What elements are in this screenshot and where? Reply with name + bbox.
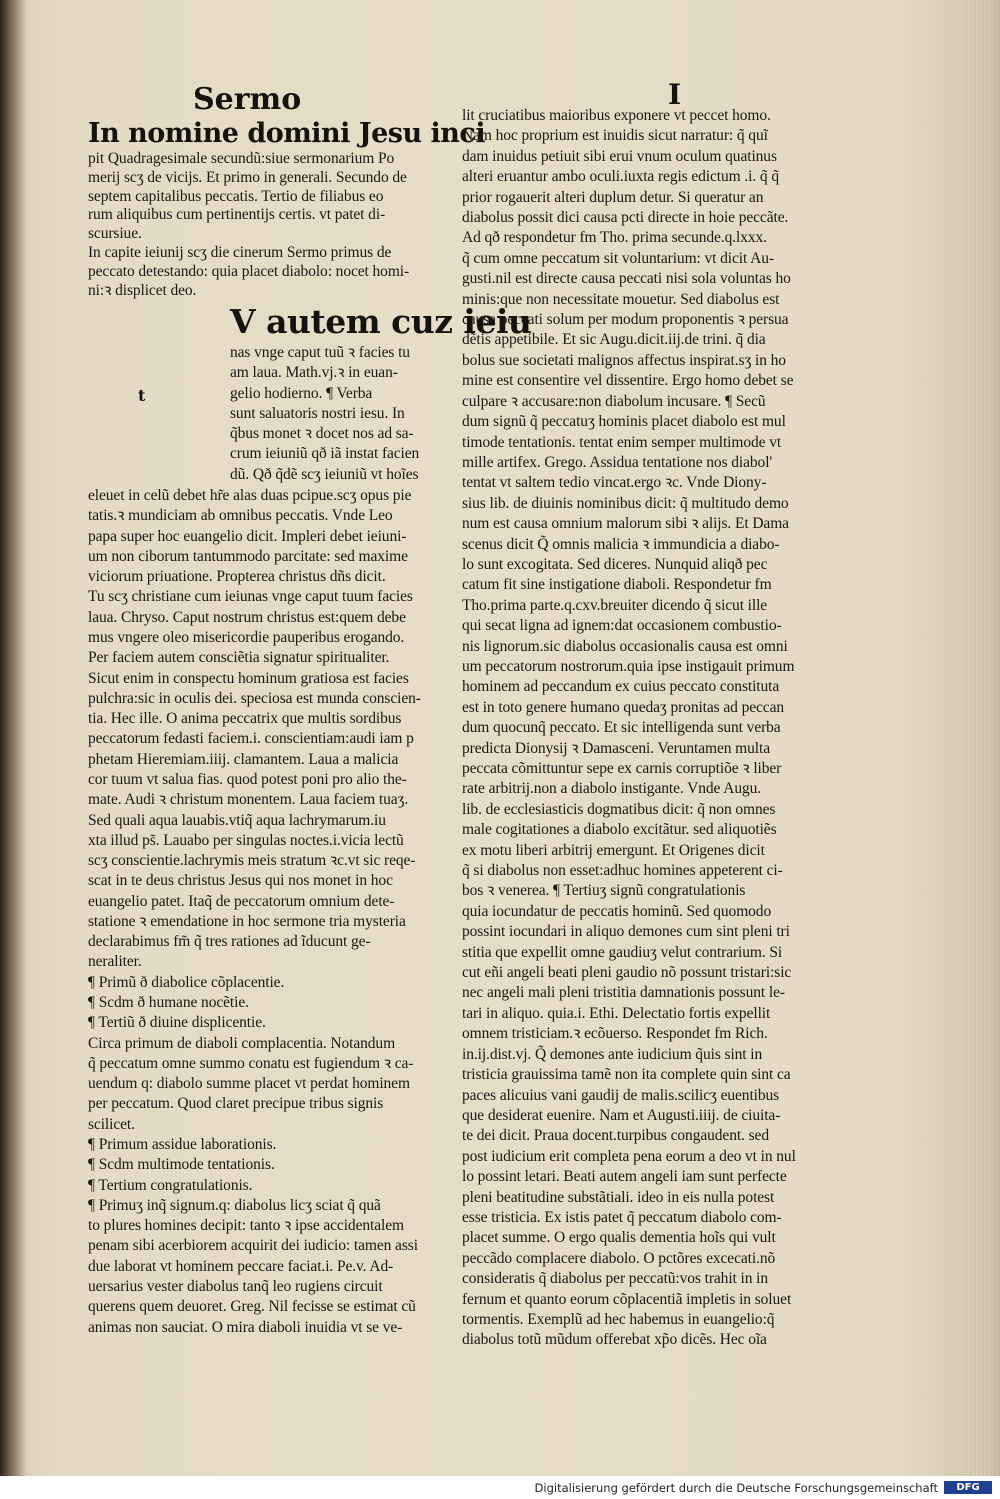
- text-line: predicta Dionysij ꝛ Damasceni. Veruntamen multa: [462, 739, 770, 757]
- text-line: timode tentationis. tentat enim semper multimode vt: [462, 433, 782, 451]
- text-line: rum aliquibus cum pertinentijs certis. vt patet di-: [88, 206, 386, 224]
- text-line: um non ciborum tantummodo parcitate: sed maxime: [88, 547, 408, 565]
- text-line: querens quem deuoret. Greg. Nil fecisse se estimat cũ: [88, 1298, 416, 1316]
- text-line: placet summe. O ergo qualis dementia hoĩs qui vult: [462, 1229, 776, 1247]
- text-line: sunt saluatoris nostri iesu. In: [230, 404, 405, 422]
- text-line: um peccatorum nostrorum.quia ipse instigauit primum: [462, 657, 795, 675]
- text-line: tari in aliquo. quia.i. Ethi. Delectatio fortis expellit: [462, 1004, 771, 1022]
- right-column-body: [462, 106, 826, 1351]
- text-line: peccãdo complacere diabolo. O pctõres excecati.nõ: [462, 1249, 776, 1267]
- text-line: Sicut enim in conspectu hominum gratiosa est facies: [88, 669, 409, 687]
- text-line: uendum q: diabolo summe placet vt perdat hominem: [88, 1075, 410, 1093]
- text-line: Sed quali aqua lauabis.vtiq̃ aqua lachrymarum.iu: [88, 811, 386, 829]
- text-line: scʒ conscientie.lachrymis meis stratum ꝛc.vt sic reqe-: [88, 852, 416, 870]
- text-line: bolus sue societati malignos affectus inspirat.sʒ in ho: [462, 351, 786, 369]
- text-line: xta illud ps̃. Lauabo per singulas noctes.i.vicia lectũ: [88, 831, 404, 849]
- text-line: pleni beatitudine substãtiali. ideo in eis nulla potest: [462, 1188, 775, 1206]
- text-line: diabolus possit dici causa pcti directe in hoie peccãte.: [462, 209, 789, 227]
- opening-words: V autem cuz ieiu: [230, 302, 532, 341]
- margin-letter: t: [138, 386, 146, 405]
- text-line: ¶ Tertiũ ð diuine displicentie.: [88, 1014, 266, 1032]
- text-line: gusti.nil est directe causa peccati nisi sola voluntas ho: [462, 270, 791, 288]
- text-line: peccatorum fedasti faciem.i. conscientiam:audi iam p: [88, 730, 414, 748]
- text-line: lit cruciatibus maioribus exponere vt peccet homo.: [462, 107, 771, 124]
- text-line: ¶ Tertium congratulationis.: [88, 1176, 253, 1194]
- text-line: laua. Chryso. Caput nostrum christus est:quem debe: [88, 608, 406, 626]
- text-line: tentat vt saltem tedio vincat.ergo ꝛc. Vnde Diony-: [462, 474, 767, 492]
- dfg-logo: DFG: [944, 1481, 992, 1494]
- text-line: est in toto genere humano quedaʒ pronitas ad peccan: [462, 698, 784, 716]
- text-line: to plures homines decipit: tanto ꝛ ipse accidentalem: [88, 1217, 404, 1235]
- text-line: mus vngere oleo misericordie pauperibus erogando.: [88, 628, 405, 646]
- left-column-intro: [88, 150, 450, 300]
- text-line: ¶ Primũ ð diabolice cõplacentie.: [88, 973, 285, 991]
- text-line: rate arbitrij.non a diabolo instigante. Vnde Augu.: [462, 780, 762, 798]
- text-line: mate. Audi ꝛ christum monentem. Laua faciem tuaʒ.: [88, 791, 409, 809]
- text-line: dum signũ q̃ peccatuʒ hominis placet diabolo est mul: [462, 413, 786, 431]
- text-line: ¶ Primum assidue laborationis.: [88, 1136, 277, 1153]
- text-line: omnem tristiciam.ꝛ ecõuerso. Respondet fm Rich.: [462, 1025, 768, 1043]
- text-line: ex motu liberi arbitrij emergunt. Et Origenes dicit: [462, 841, 765, 859]
- text-line: ¶ Scdm ð humane nocẽtie.: [88, 994, 249, 1012]
- text-line: sius lib. de diuinis nominibus dicit: q̃ multitudo demo: [462, 494, 789, 512]
- text-line: dẽtis appetibile. Et sic Augu.dicit.iij.de trini. q̃ dia: [462, 331, 766, 349]
- text-line: septem capitalibus peccatis. Tertio de filiabus eo: [88, 187, 384, 205]
- text-line: pit Quadragesimale secundũ:siue sermonarium Po: [88, 150, 395, 167]
- text-line: causa peccati solum per modum proponentis ꝛ persua: [462, 311, 789, 329]
- text-line: Ad qð respondetur fm Tho. prima secunde.q.lxxx.: [462, 229, 767, 247]
- text-line: In capite ieiunij scʒ die cinerum Sermo primus de: [88, 243, 392, 261]
- page-stack-edge: [965, 0, 1000, 1476]
- text-line: penam sibi acerbiorem acquirit dei iudicio: tamen assi: [88, 1237, 418, 1255]
- text-line: viciorum priuatione. Propterea christus dñs dicit.: [88, 568, 386, 586]
- text-line: culpare ꝛ accusare:non diabolum incusare. ¶ Secũ: [462, 392, 766, 410]
- text-line: stitia que expellit omne gaudiuʒ velut contrarium. Si: [462, 943, 783, 961]
- text-line: merij scʒ de vicijs. Et primo in generali. Secundo de: [88, 168, 407, 186]
- text-line: te dei dicit. Praua docent.turpibus congaudent. sed: [462, 1127, 769, 1145]
- text-line: tia. Hec ille. O anima peccatrix que multis sordibus: [88, 710, 402, 728]
- text-line: possint iocundari in aliquo demones cum sint pleni tri: [462, 923, 790, 941]
- text-line: gelio hodierno. ¶ Verba: [230, 384, 373, 402]
- text-line: paces alicuius vani gaudij de malis.scilicʒ euentibus: [462, 1086, 780, 1104]
- text-line: eleuet in celũ debet hr̃e alas duas pcipue.scʒ opus pie: [88, 487, 412, 504]
- text-line: prior rogauerit alteri duplum detur. Si queratur an: [462, 188, 764, 206]
- text-line: nis lignorum.sic diabolus occasionalis causa est omni: [462, 637, 788, 655]
- text-line: qui secat ligna ad ignem:dat occasionem combustio-: [462, 617, 782, 635]
- text-line: bos ꝛ venerea. ¶ Tertiuʒ signũ congratulationis: [462, 882, 746, 900]
- text-line: cut eñi angeli beati pleni gaudio nõ possunt tristari:sic: [462, 964, 792, 982]
- text-line: due laborat vt hominem peccare faciat.i. Pe.v. Ad-: [88, 1257, 394, 1275]
- text-line: quia iocundatur de peccatis hominũ. Sed quomodo: [462, 902, 772, 920]
- text-line: peccata cõmittuntur sepe ex carnis corruptiõe ꝛ liber: [462, 760, 782, 777]
- text-line: crum ieiuniũ qð iã instat facien: [230, 445, 420, 463]
- text-line: catum fit sine instigatione diaboli. Respondetur fm: [462, 576, 772, 594]
- text-line: Circa primum de diaboli complacentia. Notandum: [88, 1034, 396, 1052]
- text-line: neraliter.: [88, 953, 142, 971]
- text-line: per peccatum. Quod claret precipue tribus signis: [88, 1095, 384, 1113]
- text-line: animas non sauciat. O mira diaboli inuidia vt se ve-: [88, 1318, 403, 1336]
- text-line: ¶ Scdm multimode tentationis.: [88, 1156, 275, 1174]
- text-line: hominem ad peccandum ex cuius peccato constituta: [462, 678, 780, 696]
- text-line: dum quocunq̃ peccato. Et sic intelligenda sunt verba: [462, 719, 781, 737]
- text-line: dam inuidus petiuit sibi erui vnum oculum quatinus: [462, 147, 777, 165]
- text-line: uersarius vester diabolus tanq̃ leo rugiens circuit: [88, 1277, 383, 1295]
- text-line: Per faciem autem consciẽtia signatur spiritualiter.: [88, 649, 390, 667]
- text-line: que desiderat euenire. Nam et Augusti.iiij. de ciuita-: [462, 1106, 781, 1124]
- text-line: cor tuum vt salua fias. quod potest poni pro alio the-: [88, 770, 407, 788]
- text-line: ni:ꝛ displicet deo.: [88, 281, 197, 299]
- text-line: peccato detestando: quia placet diabolo: nocet homi-: [88, 262, 410, 280]
- text-line: phetam Hieremiam.iiij. clamantem. Laua a malicia: [88, 750, 399, 768]
- text-line: Tho.prima parte.q.cxv.breuiter dicendo q̃ sicut ille: [462, 596, 768, 614]
- text-line: in.ij.dist.vj. Q̃ demones ante iudicium q̃uis sint in: [462, 1045, 763, 1063]
- text-line: euangelio patet. Itaq̃ de peccatorum omnium dete-: [88, 892, 395, 910]
- text-line: minis:que non necessitate mouetur. Sed diabolus est: [462, 290, 780, 308]
- left-column-body: [88, 486, 452, 1338]
- text-line: post iudicium erit completa pena eorum a deo vt in nul: [462, 1147, 796, 1165]
- text-line: tormentis. Exemplũ ad hec habemus in euangelio:q̃: [462, 1310, 775, 1328]
- folio-number: I: [668, 78, 682, 111]
- text-line: fernum et quanto eorum cõplacentiã impletis in soluet: [462, 1290, 792, 1308]
- text-line: nec angeli mali pleni tristitia damnationis possunt le-: [462, 984, 785, 1002]
- text-line: male cogitationes a diabolo excitãtur. sed aliquotiẽs: [462, 821, 777, 839]
- text-line: mine est consentire vel dissentire. Ergo homo debet se: [462, 372, 794, 390]
- running-head-left: Sermo: [193, 82, 302, 117]
- text-line: Nam hoc proprium est inuidis sicut narratur: q̃ quĩ: [462, 127, 768, 145]
- text-line: lo possint letari. Beati autem angeli iam sunt perfecte: [462, 1168, 787, 1186]
- text-line: mille artifex. Grego. Assidua tentatione nos diabol': [462, 453, 773, 471]
- text-line: papa super hoc euangelio dicit. Impleri debet ieiuni-: [88, 527, 407, 545]
- text-line: lib. de ecclesiasticis dogmatibus dicit: q̃ non omnes: [462, 800, 776, 818]
- text-line: lo sunt excogitata. Sed diceres. Nunquid aliqð pec: [462, 555, 768, 573]
- funding-credit: Digitalisierung gefördert durch die Deutsche Forschungsgemeinschaft: [534, 1481, 938, 1495]
- text-line: am laua. Math.vj.ꝛ in euan-: [230, 364, 398, 382]
- text-line: dũ. Qð q̃dẽ scʒ ieiuniũ vt hoĩes: [230, 465, 419, 483]
- text-line: scursiue.: [88, 225, 142, 243]
- text-line: consideratis q̃ diabolus per peccatũ:vos trahit in in: [462, 1270, 769, 1288]
- text-line: statione ꝛ emendatione in hoc sermone tria mysteria: [88, 912, 406, 930]
- facing-page-edge: [0, 0, 26, 1476]
- text-line: ¶ Primuʒ inq̃ signum.q: diabolus licʒ sciat q̃ quã: [88, 1196, 381, 1214]
- footer-bar: [0, 1476, 1000, 1499]
- text-line: q̃ cum omne peccatum sit voluntarium: vt dicit Au-: [462, 249, 774, 267]
- text-line: q̃ si diabolus non esset:adhuc homines appeterent ci-: [462, 862, 783, 880]
- text-line: declarabimus fm̃ q̃ tres rationes ad ĩducunt ge-: [88, 933, 371, 951]
- text-line: diabolus totũ mũdum offerebat xp̃o dicẽs. Hec oĩa: [462, 1331, 767, 1349]
- text-line: nas vnge caput tuũ ꝛ facies tu: [230, 344, 410, 361]
- text-line: q̃bus monet ꝛ docet nos ad sa-: [230, 425, 414, 443]
- text-line: pulchra:sic in oculis dei. speciosa est munda conscien-: [88, 689, 421, 707]
- text-line: scat in te deus christus Jesus qui nos monet in hoc: [88, 872, 393, 890]
- text-line: q̃ peccatum omne summo conatu est fugiendum ꝛ ca-: [88, 1054, 414, 1072]
- text-line: alteri eruantur ambo oculi.iuxta regis edictum .i. q̃ q̃: [462, 168, 779, 186]
- text-line: num est causa omnium malorum sibi ꝛ alijs. Et Dama: [462, 515, 789, 533]
- text-line: scilicet.: [88, 1115, 135, 1133]
- text-line: Tu scʒ christiane cum ieiunas vnge caput tuum facies: [88, 588, 413, 606]
- text-line: tristicia grauissima tamẽ non ita complete quin sint ca: [462, 1066, 791, 1084]
- text-line: esse tristicia. Ex istis patet q̃ peccatum diabolo com-: [462, 1208, 782, 1226]
- text-line: scenus dicit Q̃ omnis malicia ꝛ immundicia a diabo-: [462, 535, 780, 553]
- text-line: tatis.ꝛ mundiciam ab omnibus peccatis. Vnde Leo: [88, 507, 393, 525]
- left-column-indented: [230, 343, 452, 485]
- incipit-title: In nomine domini Jesu inci: [88, 118, 486, 149]
